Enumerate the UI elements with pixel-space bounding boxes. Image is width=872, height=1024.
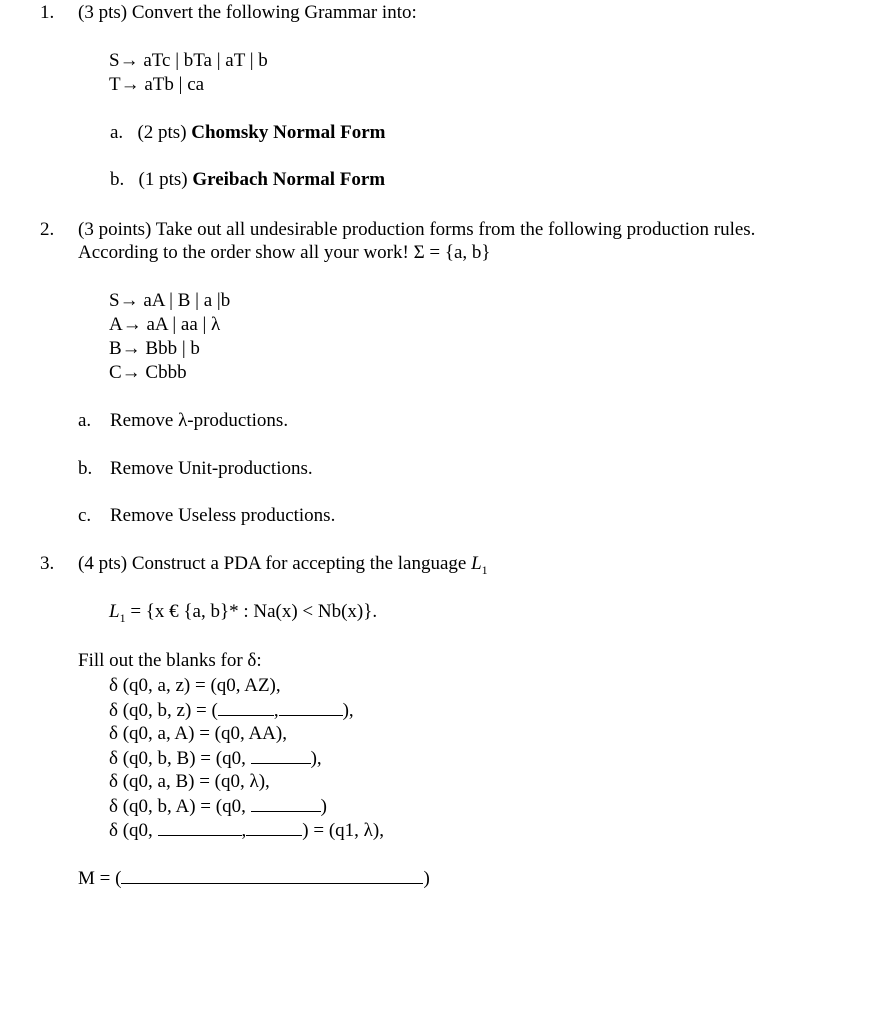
delta-6	[109, 795, 327, 819]
delta-7	[109, 819, 384, 843]
delta-4-blank-stack[interactable]	[251, 747, 311, 764]
delta-6-blank-stack[interactable]	[251, 795, 321, 812]
q1-part-b-letter: b.	[110, 169, 125, 190]
q2-heading-line2: According to the order show all your work! Σ = {a, b}	[78, 242, 491, 263]
q2-rule-c: C→ Cbbb	[109, 362, 187, 383]
q3-fill-prompt: Fill out the blanks for δ:	[78, 650, 262, 671]
q2-part-c-text: Remove Useless productions.	[110, 505, 336, 526]
delta-7-mid: ,	[241, 820, 247, 841]
q1-part-b	[110, 169, 385, 192]
delta-7-blank-input[interactable]	[158, 819, 242, 836]
delta-7-blank-stack[interactable]	[246, 819, 302, 836]
q1-grammar-s: S→ aTc | bTa | aT | b	[109, 50, 268, 71]
q2-part-a-letter: a.	[78, 410, 92, 431]
q3-heading	[78, 553, 488, 577]
q1-part-a-title: Chomsky Normal Form	[191, 122, 386, 143]
q2-rule-s: S→ aA | B | a |b	[109, 290, 231, 311]
delta-7-prefix: δ (q0,	[109, 820, 158, 841]
machine-definition	[78, 867, 430, 891]
q2-rule-a: A→ aA | aa | λ	[109, 314, 221, 335]
q1-part-a	[110, 122, 385, 145]
q2-part-b-letter: b.	[78, 458, 93, 479]
delta-4-suffix: ),	[310, 748, 322, 769]
q1-heading: (3 pts) Convert the following Grammar into:	[78, 2, 417, 23]
delta-2-suffix: ),	[342, 700, 354, 721]
q3-lang-symbol: L	[471, 553, 482, 574]
delta-2-prefix: δ (q0, b, z) = (	[109, 700, 218, 721]
q3-heading-text: (4 pts) Construct a PDA for accepting the language	[78, 553, 472, 574]
delta-3: δ (q0, a, A) = (q0, AA),	[109, 723, 287, 744]
q3-definition	[109, 601, 377, 625]
delta-2	[109, 699, 354, 723]
q2-part-c-letter: c.	[78, 505, 92, 526]
q1-grammar-t: T→ aTb | ca	[109, 74, 205, 95]
q1-part-b-title: Greibach Normal Form	[192, 169, 386, 190]
q3-def-lang-symbol: L	[109, 601, 120, 622]
q2-number: 2.	[40, 219, 55, 240]
delta-6-prefix: δ (q0, b, A) = (q0,	[109, 796, 251, 817]
delta-2-mid: ,	[273, 700, 279, 721]
delta-6-suffix: )	[320, 796, 327, 817]
q2-part-a-text: Remove λ-productions.	[110, 410, 289, 431]
q1-part-a-letter: a.	[110, 122, 124, 143]
q3-definition-rest: = {x € {a, b}* : Na(x) < Nb(x)}.	[125, 601, 378, 622]
machine-prefix: M = (	[78, 868, 122, 889]
delta-2-blank-state[interactable]	[218, 699, 274, 716]
q2-rule-b: B→ Bbb | b	[109, 338, 200, 359]
delta-1: δ (q0, a, z) = (q0, AZ),	[109, 675, 281, 696]
delta-2-blank-stack[interactable]	[279, 699, 343, 716]
q3-lang-sub: 1	[481, 562, 488, 577]
delta-5: δ (q0, a, B) = (q0, λ),	[109, 771, 270, 792]
machine-blank[interactable]	[121, 867, 423, 884]
q3-def-lang-sub: 1	[119, 610, 126, 625]
q1-number: 1.	[40, 2, 55, 23]
q3-number: 3.	[40, 553, 55, 574]
q1-part-a-points: (2 pts)	[137, 122, 187, 143]
delta-7-suffix: ) = (q1, λ),	[302, 820, 384, 841]
delta-4-prefix: δ (q0, b, B) = (q0,	[109, 748, 251, 769]
delta-4	[109, 747, 322, 771]
q2-part-b-text: Remove Unit-productions.	[110, 458, 313, 479]
q1-part-b-points: (1 pts)	[138, 169, 188, 190]
machine-suffix: )	[423, 868, 430, 889]
q2-heading-line1: (3 points) Take out all undesirable production forms from the following production rules.	[78, 219, 756, 240]
